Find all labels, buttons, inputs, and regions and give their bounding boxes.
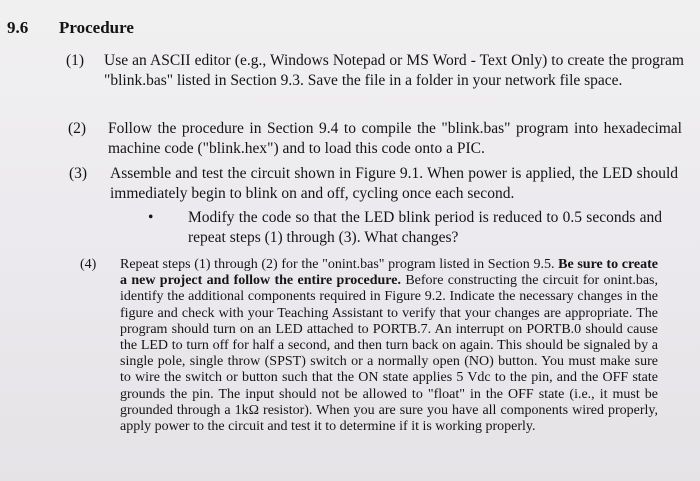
step-number: (3) [69,165,88,182]
bullet-text: Modify the code so that the LED blink period is reduced to 0.5 seconds and repeat steps (1) through (3). What changes? [188,209,662,246]
step-text: Follow the procedure in Section 9.4 to compile the "blink.bas" program into hexadecimal machine code ("blink.hex") and to load this code onto a PIC. [108,120,682,157]
step-number: (4) [80,257,97,272]
step-text-body: Before constructing the circuit for onint.bas, identify the additional components required in Figure 9.2. Indicate the necessary changes in the figure and check with your Teaching Assistant to verify that your changes are appropriate. The program should turn on an LED attached to PORTB.7. An interrupt on PORTB.0 should cause the LED to turn off for half a second, and then turn back on again. This should be signaled by a single pole, single throw (SPST) switch or a normally open (NO) button. You must make sure to wire the switch or button such that the ON state applies 5 Vdc to the pin, and the OFF state grounds the pin. The input should not be allowed to "float" in the OFF state (i.e., it must be grounded through a 1kΩ resistor). When you are sure you have all components wired properly, apply power to the circuit and test it to determine if it is working properly. [120,273,658,435]
step-text: Assemble and test the circuit shown in Figure 9.1. When power is applied, the LED should immediately begin to blink on and off, cycling once each second. [110,165,678,202]
bullet-icon: • [148,209,154,226]
section-title: Procedure [59,18,134,37]
step-text-intro: Repeat steps (1) through (2) for the "onint.bas" program listed in Section 9.5. [120,257,559,272]
step-number: (1) [66,52,85,69]
step-text-emphasis: Be sure to create a new project and follow the entire procedure. [120,257,658,289]
step-text [120,257,658,435]
step-number: (2) [68,120,87,137]
step-text: Use an ASCII editor (e.g., Windows Notepad or MS Word - Text Only) to create the program "blink.bas" listed in Section 9.3. Save the file in a folder in your network file space. [104,52,684,89]
section-number: 9.6 [7,18,29,37]
